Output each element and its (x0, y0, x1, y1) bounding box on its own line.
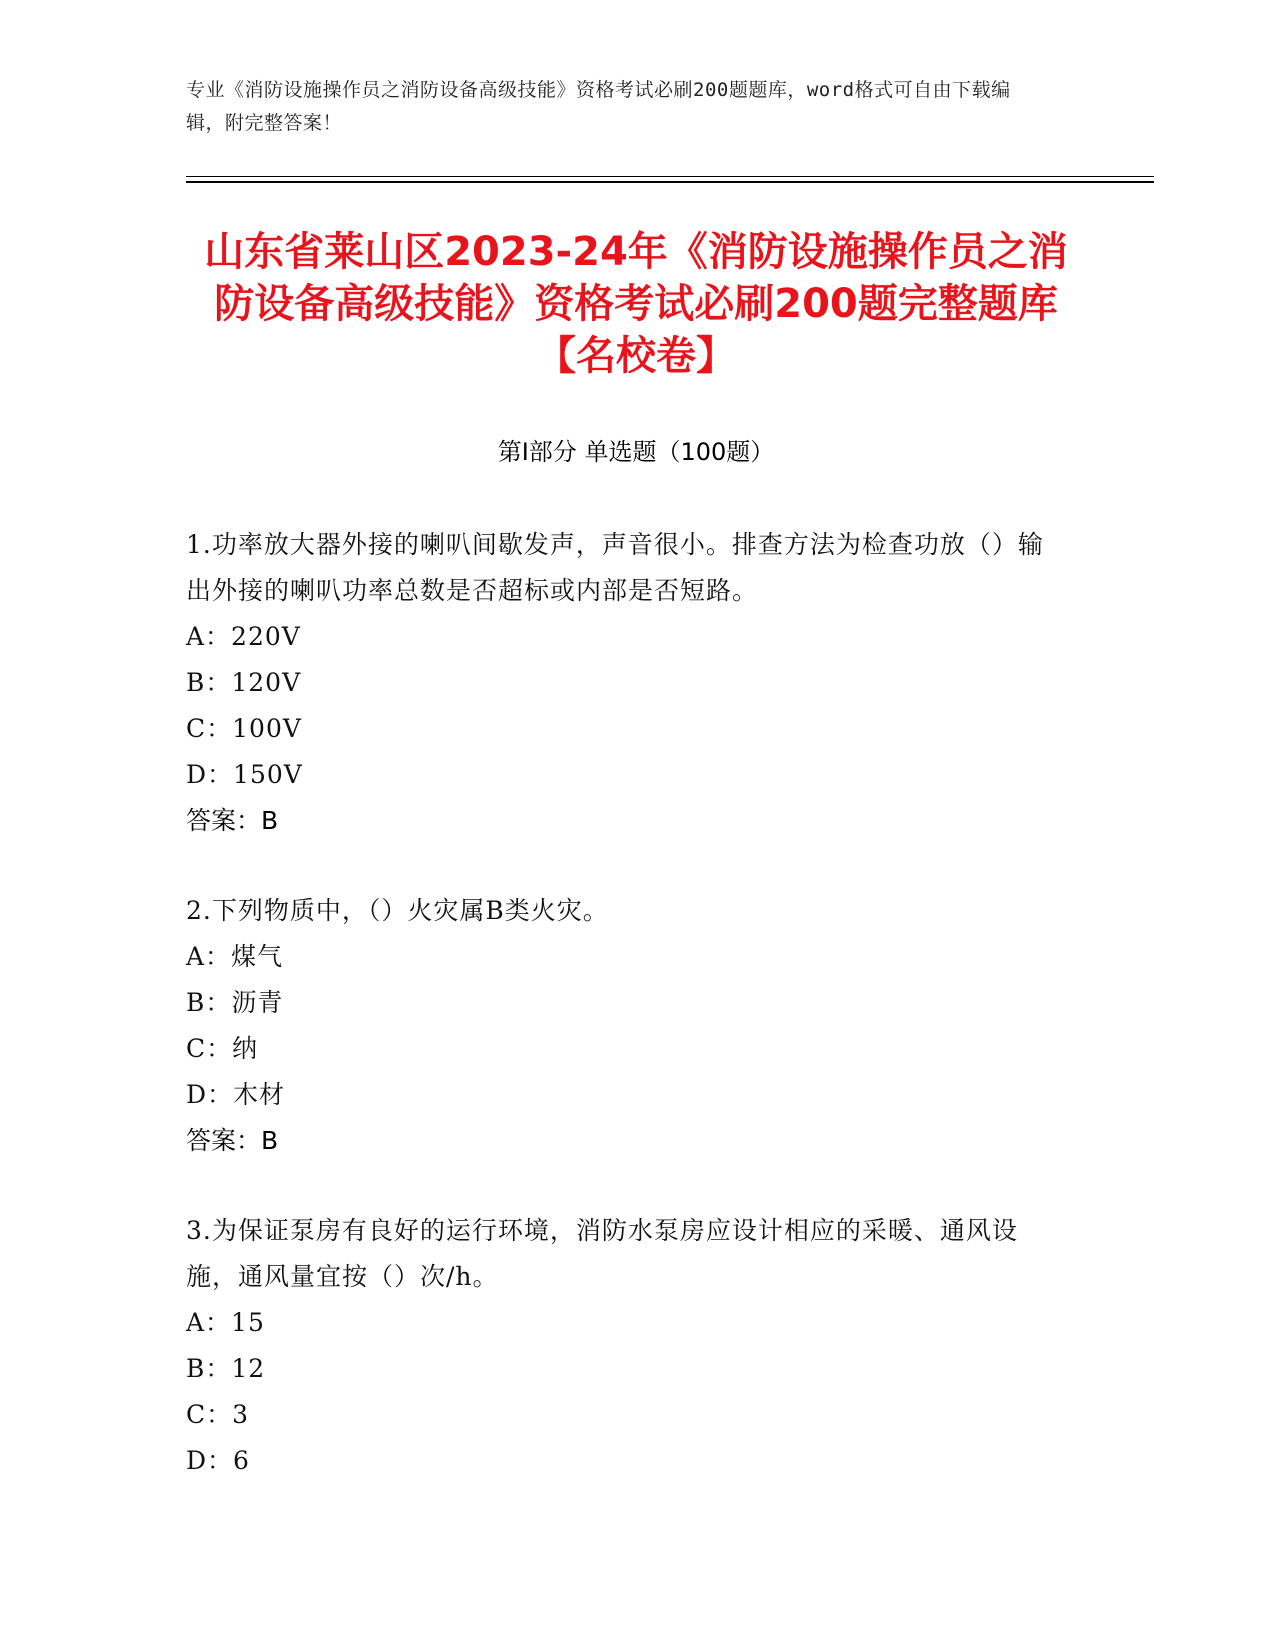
option-c: C：纳 (186, 1034, 259, 1063)
header-rule-thin (186, 176, 1154, 177)
question-list (186, 522, 1066, 1528)
section-heading: 第Ⅰ部分 单选题（100题） (497, 438, 775, 466)
question-3 (186, 1208, 1066, 1484)
header-rule-thick (186, 181, 1154, 183)
question-1 (186, 522, 1066, 844)
answer: 答案：B (186, 1126, 279, 1155)
option-d: D：6 (186, 1446, 250, 1475)
question-stem: 3.为保证泵房有良好的运行环境，消防水泵房应设计相应的采暖、通风设施，通风量宜按（）次/h。 (186, 1216, 1018, 1291)
question-2 (186, 888, 1066, 1164)
document-title: 山东省莱山区2023-24年《消防设施操作员之消防设备高级技能》资格考试必刷200题完整题库【名校卷】 (204, 229, 1068, 379)
option-c: C：100V (186, 714, 302, 743)
question-stem: 2.下列物质中，（）火灾属B类火灾。 (186, 896, 609, 925)
answer: 答案：B (186, 806, 279, 835)
option-c: C：3 (186, 1400, 250, 1429)
option-b: B：120V (186, 668, 302, 697)
option-b: B：12 (186, 1354, 266, 1383)
option-a: A：15 (186, 1308, 265, 1337)
header-note: 专业《消防设施操作员之消防设备高级技能》资格考试必刷200题题库，word格式可自由下载编辑，附完整答案！ (186, 79, 1011, 134)
option-d: D：木材 (186, 1080, 286, 1109)
option-d: D：150V (186, 760, 303, 789)
option-b: B：沥青 (186, 988, 284, 1017)
option-a: A：煤气 (186, 942, 284, 971)
option-a: A：220V (186, 622, 301, 651)
question-stem: 1.功率放大器外接的喇叭间歇发声，声音很小。排查方法为检查功放（）输出外接的喇叭功率总数是否超标或内部是否短路。 (186, 530, 1044, 605)
